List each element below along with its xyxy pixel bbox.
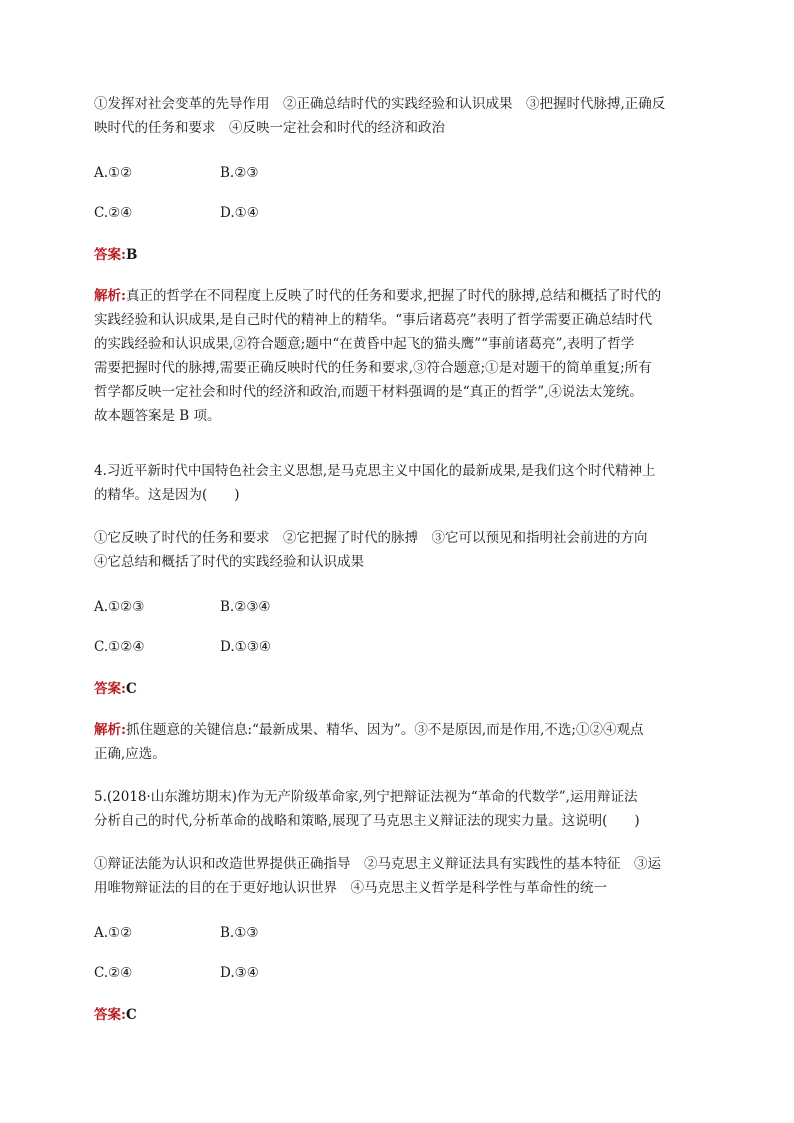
- q4-answer: [94, 677, 137, 701]
- explanation-line: 实践经验和认识成果,是自己时代的精神上的精华。“事后诸葛亮”表明了哲学需要正确总结时代: [94, 312, 653, 328]
- question-line: 4.习近平新时代中国特色社会主义思想,是马克思主义中国化的最新成果,是我们这个时代精神上: [94, 463, 656, 479]
- q4-question: [94, 459, 694, 507]
- q3-options-row-1: [94, 161, 346, 185]
- option-b: B.②③④: [220, 599, 271, 615]
- statement-line: 映时代的任务和要求 ④反映一定社会和时代的经济和政治: [94, 120, 445, 136]
- statement-line: ①辩证法能为认识和改造世界提供正确指导 ②马克思主义辩证法具有实践性的基本特征 ③运: [94, 856, 661, 872]
- q3-explanation: [94, 284, 694, 428]
- answer-label: 答案:: [94, 247, 126, 263]
- explanation-line: 的实践经验和认识成果,②符合题意;题中“在黄昏中起飞的猫头鹰”“事前诸葛亮”,表明了哲学: [94, 336, 635, 352]
- question-line: 5.(2018·山东潍坊期末)作为无产阶级革命家,列宁把辩证法视为“革命的代数学”,运用辩证法: [94, 789, 638, 805]
- explanation-label: 解析:: [94, 722, 126, 738]
- q5-answer: [94, 1003, 137, 1027]
- answer-value: C: [125, 681, 137, 697]
- q4-options-row-1: [94, 595, 346, 619]
- statement-line: ④它总结和概括了时代的实践经验和认识成果: [94, 554, 364, 570]
- option-d: D.①④: [220, 205, 259, 221]
- statement-line: 用唯物辩证法的目的在于更好地认识世界 ④马克思主义哲学是科学性与革命性的统一: [94, 880, 607, 896]
- q5-question: [94, 785, 694, 833]
- explanation-line: 故本题答案是 B 项。: [94, 408, 221, 424]
- explanation-line: 哲学都反映一定社会和时代的经济和政治,而题干材料强调的是“真正的哲学”,④说法太笼统。: [94, 384, 643, 400]
- question-line: 分析自己的时代,分析革命的战略和策略,展现了马克思主义辩证法的现实力量。这说明( ): [94, 813, 640, 829]
- answer-value: B: [125, 247, 138, 263]
- statement-line: ①它反映了时代的任务和要求 ②它把握了时代的脉搏 ③它可以预见和指明社会前进的方向: [94, 530, 648, 546]
- explanation-line: 解析:真正的哲学在不同程度上反映了时代的任务和要求,把握了时代的脉搏,总结和概括了时代的: [94, 288, 662, 304]
- statement-line: ①发挥对社会变革的先导作用 ②正确总结时代的实践经验和认识成果 ③把握时代脉搏,正确反: [94, 96, 666, 112]
- q4-statements: [94, 526, 694, 574]
- explanation-label: 解析:: [94, 288, 126, 304]
- q5-options-row-1: [94, 921, 346, 945]
- explanation-line: 正确,应选。: [94, 746, 166, 762]
- option-d: D.①③④: [220, 639, 271, 655]
- q3-options-row-2: [94, 201, 346, 225]
- explanation-line: 解析:抓住题意的关键信息:“最新成果、精华、因为”。③不是原因,而是作用,不选;①②④观点: [94, 722, 644, 738]
- option-b: B.②③: [220, 165, 259, 181]
- option-b: B.①③: [220, 925, 259, 941]
- q5-options-row-2: [94, 961, 346, 985]
- option-a: A.①②③: [94, 599, 145, 615]
- explanation-line: 需要把握时代的脉搏,需要正确反映时代的任务和要求,③符合题意;①是对题干的简单重复;所有: [94, 360, 652, 376]
- q4-options-row-2: [94, 635, 346, 659]
- q5-statements: [94, 852, 694, 900]
- option-a: A.①②: [94, 165, 133, 181]
- option-d: D.③④: [220, 965, 259, 981]
- answer-label: 答案:: [94, 1007, 126, 1023]
- q4-explanation: [94, 718, 694, 766]
- q3-answer: [94, 243, 137, 267]
- option-c: C.②④: [94, 205, 133, 221]
- q3-statements: [94, 92, 694, 140]
- option-a: A.①②: [94, 925, 133, 941]
- answer-value: C: [125, 1007, 137, 1023]
- option-c: C.①②④: [94, 639, 145, 655]
- option-c: C.②④: [94, 965, 133, 981]
- answer-label: 答案:: [94, 681, 126, 697]
- question-line: 的精华。这是因为( ): [94, 487, 240, 503]
